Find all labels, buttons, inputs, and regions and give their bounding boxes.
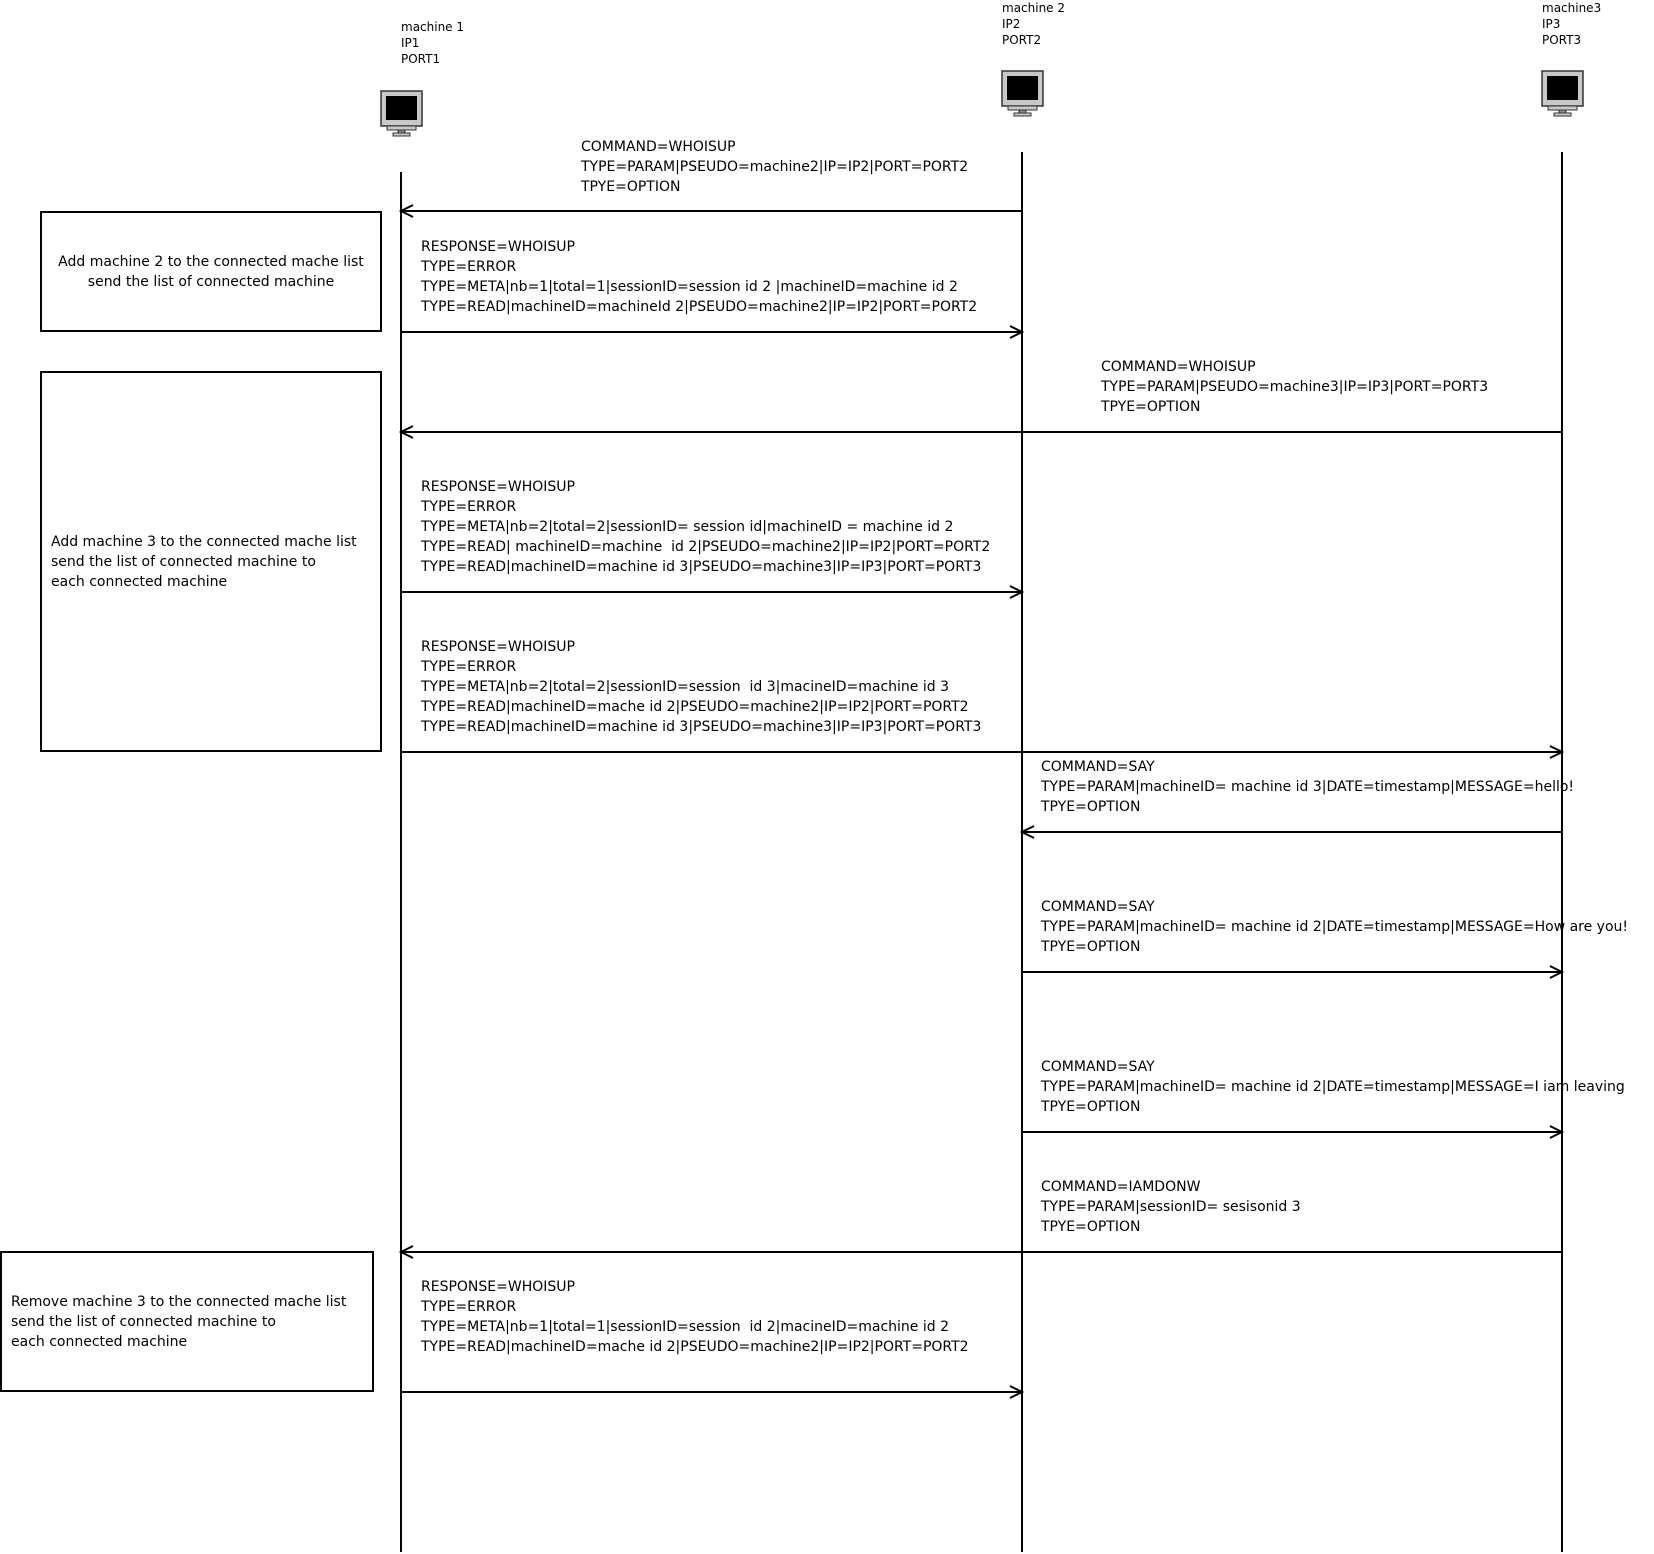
machine-port: PORT1 <box>401 52 441 66</box>
message-label: COMMAND=SAY TYPE=PARAM|machineID= machine id 2|DATE=timestamp|MESSAGE=I iam leaving TPYE=OPTION <box>1041 1059 1625 1115</box>
message-label: RESPONSE=WHOISUP TYPE=ERROR TYPE=META|nb=1|total=1|sessionID=session id 2|macineID=machine id 2 TYPE=READ|machineID=mache id 2|PSEUDO=machine2|IP=IP2|PORT=PORT2 <box>421 1279 969 1355</box>
message-label: COMMAND=IAMDONW TYPE=PARAM|sessionID= sesisonid 3 TPYE=OPTION <box>1041 1179 1301 1235</box>
computer-icon <box>381 91 422 136</box>
message-label: COMMAND=SAY TYPE=PARAM|machineID= machine id 3|DATE=timestamp|MESSAGE=hello! TPYE=OPTION <box>1041 759 1575 815</box>
machine-ip: IP1 <box>401 36 420 50</box>
machine-name: machine 2 <box>1002 1 1066 15</box>
note-box <box>40 371 382 752</box>
note-text: Remove machine 3 to the connected mache list send the list of connected machine to each connected machine <box>11 1293 347 1350</box>
message-label: RESPONSE=WHOISUP TYPE=ERROR TYPE=META|nb=2|total=2|sessionID= session id|machineID = machine id 2 TYPE=READ| machineID=machine id 2|PSEUDO=machine2|IP=IP2|PORT=PORT2 TYPE=READ|machineID=machine id 3|PSEUDO=machine3|IP=IP3|PORT=PORT3 <box>421 479 991 575</box>
machine-port: PORT3 <box>1542 33 1582 47</box>
message-label: RESPONSE=WHOISUP TYPE=ERROR TYPE=META|nb=1|total=1|sessionID=session id 2 |machineID=machine id 2 TYPE=READ|machineID=machineId 2|PSEUDO=machine2|IP=IP2|PORT=PORT2 <box>421 239 978 315</box>
message-label: COMMAND=WHOISUP TYPE=PARAM|PSEUDO=machine2|IP=IP2|PORT=PORT2 TPYE=OPTION <box>581 139 969 195</box>
machine-name: machine 1 <box>401 20 465 34</box>
machine-ip: IP3 <box>1542 17 1561 31</box>
note-text: Add machine 2 to the connected mache list send the list of connected machine <box>58 253 364 290</box>
machine-ip: IP2 <box>1002 17 1021 31</box>
message-label: RESPONSE=WHOISUP TYPE=ERROR TYPE=META|nb=2|total=2|sessionID=session id 3|macineID=machine id 3 TYPE=READ|machineID=mache id 2|PSEUDO=machine2|IP=IP2|PORT=PORT2 TYPE=READ|machineID=machine id 3|PSEUDO=machine3|IP=IP3|PORT=PORT3 <box>421 639 982 735</box>
message-label: COMMAND=SAY TYPE=PARAM|machineID= machine id 2|DATE=timestamp|MESSAGE=How are you! TPYE=OPTION <box>1041 899 1629 955</box>
message-label: COMMAND=WHOISUP TYPE=PARAM|PSEUDO=machine3|IP=IP3|PORT=PORT3 TPYE=OPTION <box>1101 359 1489 415</box>
computer-icon <box>1542 71 1583 116</box>
computer-icon <box>1002 71 1043 116</box>
machine-name: machine3 <box>1542 1 1602 15</box>
note-box <box>0 1251 374 1392</box>
note-text: Add machine 3 to the connected mache list send the list of connected machine to each connected machine <box>51 533 357 590</box>
note-box <box>40 211 382 332</box>
machine-port: PORT2 <box>1002 33 1042 47</box>
